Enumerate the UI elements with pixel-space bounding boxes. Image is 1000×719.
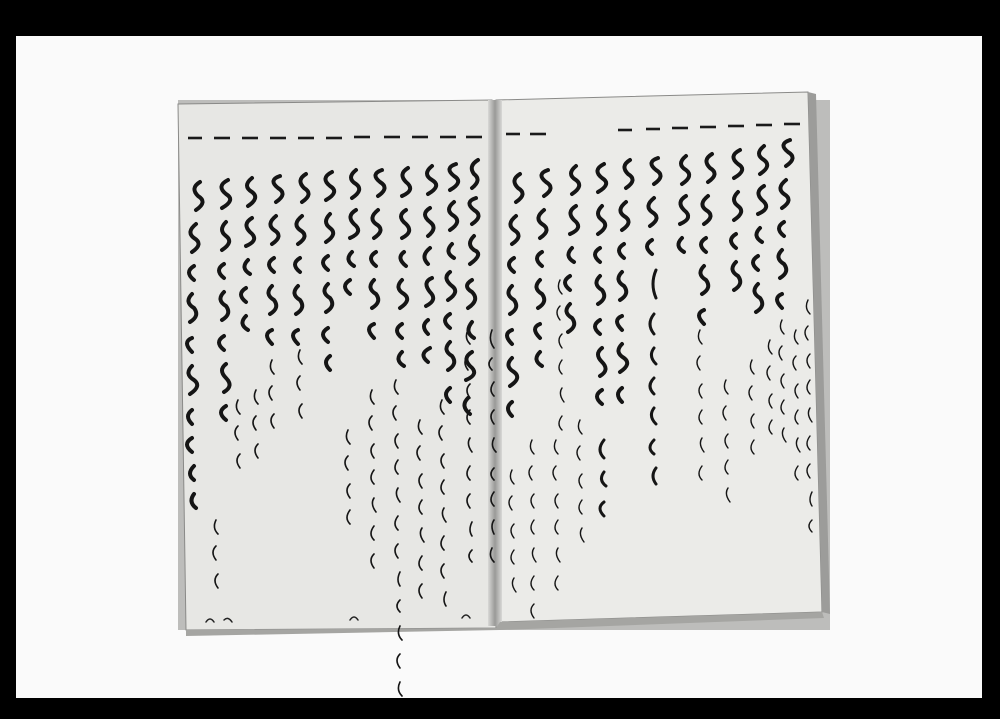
book-gutter bbox=[488, 100, 502, 626]
